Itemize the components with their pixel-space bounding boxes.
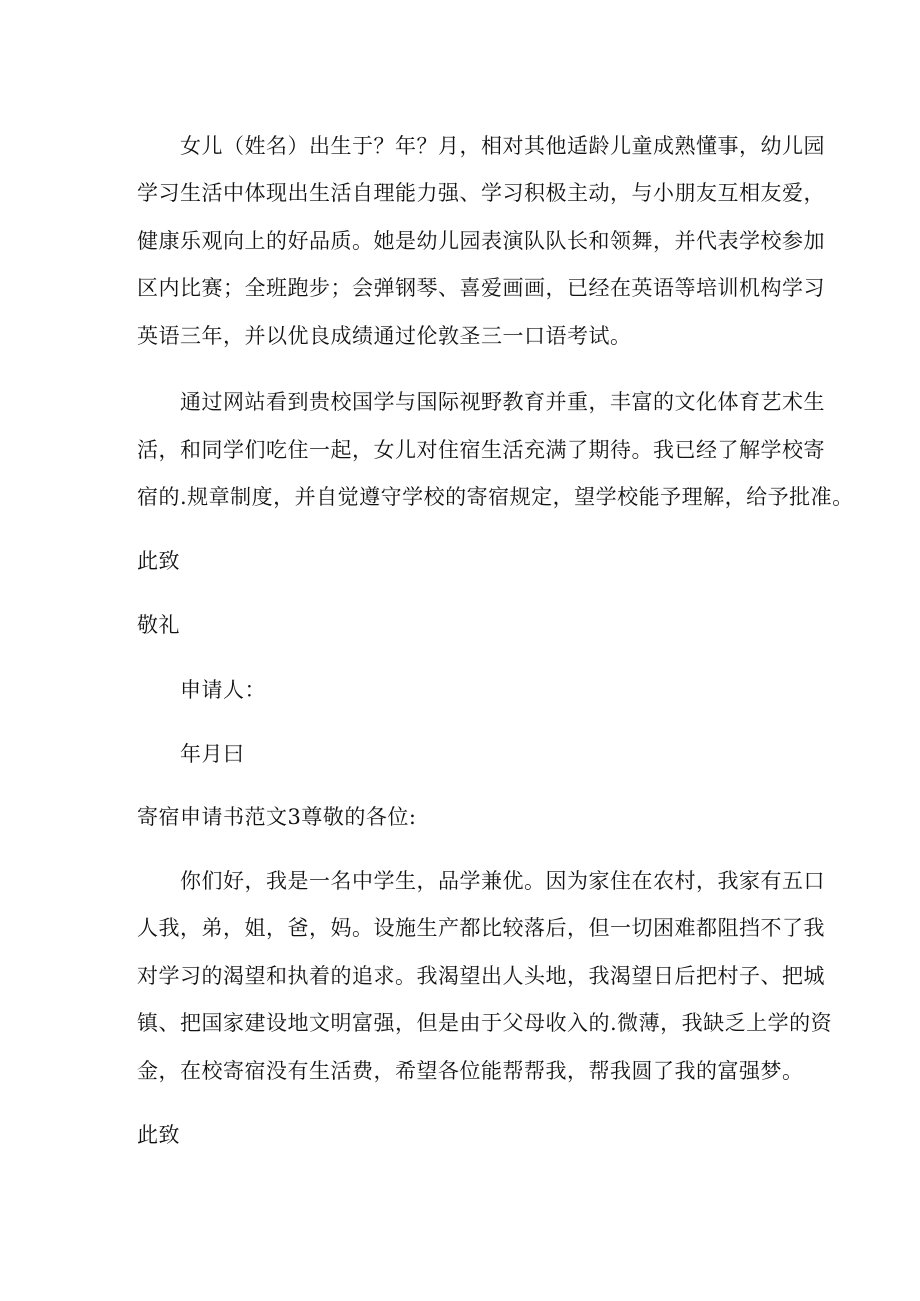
paragraph3-line3: 对学习的渴望和执着的追求。我渴望出人头地，我渴望日后把村子、把城 [137,964,825,988]
date-line: 年月曰 [180,742,245,766]
section-heading-3: 寄宿申请书范文3尊敬的各位: [137,805,417,829]
applicant-label: 申请人： [180,678,266,702]
paragraph3-line2: 人我，弟，姐，爸，妈。设施生产都比较落后，但一切困难都阻挡不了我 [137,916,825,940]
paragraph2-line3: 宿的.规章制度，并自觉遵守学校的寄宿规定，望学校能予理解，给予批准。 [137,485,854,509]
paragraph1-line1: 女儿（姓名）出生于？年？月，相对其他适龄儿童成熟懂事，幼儿园 [180,134,825,158]
paragraph1-line3: 健康乐观向上的好品质。她是幼儿园表演队队长和领舞，并代表学校参加 [137,229,825,253]
paragraph1-line2: 学习生活中体现出生活自理能力强、学习积极主动，与小朋友互相友爱， [137,181,825,205]
closing-ci-zhi-1: 此致 [137,549,180,573]
salute-jing-li: 敬礼 [137,613,180,637]
paragraph3-line1: 你们好，我是一名中学生，品学兼优。因为家住在农村，我家有五口 [180,869,825,893]
paragraph1-line5: 英语三年，并以优良成绩通过伦敦圣三一口语考试。 [137,324,632,348]
paragraph2-line2: 活，和同学们吃住一起，女儿对住宿生活充满了期待。我已经了解学校寄 [137,438,825,462]
paragraph1-line4: 区内比赛；全班跑步；会弹钢琴、喜爱画画，已经在英语等培训机构学习 [137,276,825,300]
closing-ci-zhi-2: 此致 [137,1123,180,1147]
paragraph3-line5: 金，在校寄宿没有生活费，希望各位能帮帮我，帮我圆了我的富强梦。 [137,1059,804,1083]
paragraph3-line4: 镇、把国家建设地文明富强，但是由于父母收入的.微薄，我缺乏上学的资 [137,1011,833,1035]
paragraph2-line1: 通过网站看到贵校国学与国际视野教育并重，丰富的文化体育艺术生 [180,390,825,414]
